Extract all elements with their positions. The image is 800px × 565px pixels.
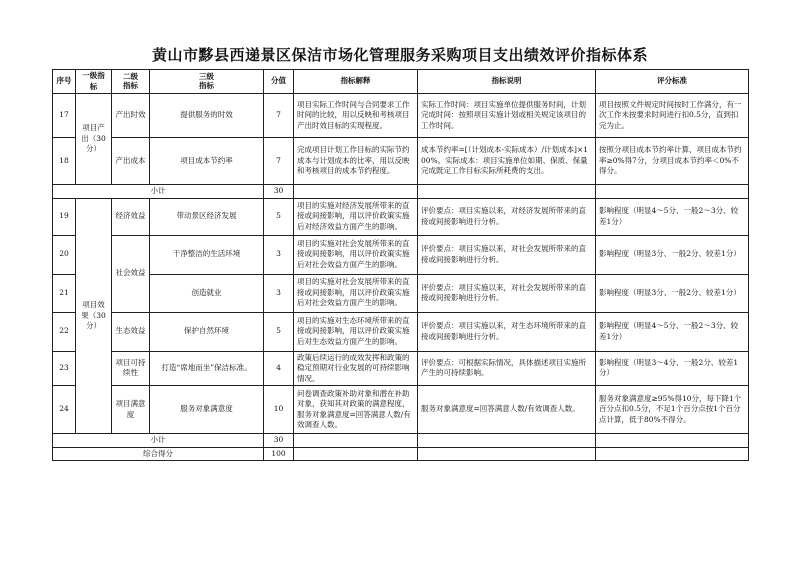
header-score: 分值 bbox=[264, 70, 294, 94]
criteria-cell: 影响程度（明显3～4分、一般2分、较差1分） bbox=[596, 351, 749, 386]
table-row bbox=[53, 351, 749, 386]
score-cell: 7 bbox=[264, 94, 294, 138]
empty-cell bbox=[418, 434, 596, 448]
table-row bbox=[53, 312, 749, 351]
table-header-row bbox=[53, 70, 749, 94]
empty-cell bbox=[596, 185, 749, 199]
row-no: 17 bbox=[53, 94, 76, 138]
explain-cell: 问卷调查政策补助对象和潜在补助对象，获知其对政策的满意程度，服务对象满意度=回答满意人数/有效调查人数。 bbox=[294, 386, 418, 434]
subtotal-row bbox=[53, 185, 749, 199]
empty-cell bbox=[596, 434, 749, 448]
header-level1: 一级指标 bbox=[76, 70, 112, 94]
desc-cell: 评价要点：可根据实际情况，具体描述项目实施所产生的可持续影响。 bbox=[418, 351, 596, 386]
subtotal-label: 小计 bbox=[53, 185, 264, 199]
total-row bbox=[53, 447, 749, 461]
header-level2-line2: 指标 bbox=[123, 80, 138, 90]
row-no: 19 bbox=[53, 198, 76, 235]
desc-cell: 评价要点：项目实施以来，对社会发展所带来的直接或间接影响进行分析。 bbox=[418, 235, 596, 274]
desc-cell: 服务对象满意度=回答满意人数/有效调查人数。 bbox=[418, 386, 596, 434]
row-no: 24 bbox=[53, 386, 76, 434]
subtotal-label: 小计 bbox=[53, 434, 264, 448]
score-cell: 3 bbox=[264, 235, 294, 274]
table-row bbox=[53, 235, 749, 274]
table-row bbox=[53, 94, 749, 138]
explain-cell: 完成项目计划工作目标的实际节约成本与计划成本的比率，用以反映和考核项目的成本节约程度。 bbox=[294, 138, 418, 185]
table-row bbox=[53, 138, 749, 185]
level3-cell: 创造就业 bbox=[150, 274, 264, 312]
level1-effect: 项目效果（30分） bbox=[76, 198, 112, 434]
empty-cell bbox=[294, 185, 418, 199]
explain-cell: 政策后续运行的成效发挥和政策的稳定预期对行业发展的可持续影响情况。 bbox=[294, 351, 418, 386]
level2-social: 社会效益 bbox=[112, 235, 150, 312]
score-cell: 5 bbox=[264, 198, 294, 235]
explain-cell: 项目的实施对社会发展所带来的直接或间接影响，用以评价政策实施后对社会效益方面产生的影响。 bbox=[294, 274, 418, 312]
desc-cell: 评价要点：项目实施以来，对经济发展所带来的直接或间接影响进行分析。 bbox=[418, 198, 596, 235]
header-level2-line1: 二级 bbox=[123, 72, 138, 81]
page-title: 黄山市黟县西递景区保洁市场化管理服务采购项目支出绩效评价指标体系 bbox=[151, 46, 648, 64]
subtotal-score: 30 bbox=[264, 434, 294, 448]
level3-cell: 打造“席地而坐”保洁标准。 bbox=[150, 351, 264, 386]
explain-cell: 项目的实施对经济发展所带来的直接或间接影响，用以评价政策实施后对经济效益方面产生的影响。 bbox=[294, 198, 418, 235]
level3-cell: 干净整洁的生活环境 bbox=[150, 235, 264, 274]
row-no: 23 bbox=[53, 351, 76, 386]
score-cell: 3 bbox=[264, 274, 294, 312]
criteria-cell: 影响程度（明显3分、一般2分、较差1分） bbox=[596, 274, 749, 312]
row-no: 21 bbox=[53, 274, 76, 312]
header-level2 bbox=[112, 70, 150, 94]
level2-cell: 经济效益 bbox=[112, 198, 150, 235]
table-row bbox=[53, 274, 749, 312]
level2-cell: 产出时效 bbox=[112, 94, 150, 138]
desc-cell: 成本节约率=[（计划成本-实际成本）/计划成本]×100%。实际成本：项目实施单位如期、保质、保量完成既定工作目标实际所耗费的支出。 bbox=[418, 138, 596, 185]
empty-cell bbox=[294, 434, 418, 448]
level2-cell: 生态效益 bbox=[112, 312, 150, 351]
level2-cell: 项目可持续性 bbox=[112, 351, 150, 386]
explain-cell: 项目的实施对生态环境所带来的直接或间接影响，用以评价政策实施后对生态效益方面产生的影响。 bbox=[294, 312, 418, 351]
criteria-cell: 项目按照文件规定时间按时工作满分，有一次工作未按要求时间进行扣0.5分，直到扣完为止。 bbox=[596, 94, 749, 138]
level3-cell: 提供服务的时效 bbox=[150, 94, 264, 138]
table-row bbox=[53, 386, 749, 434]
desc-cell: 评价要点：项目实施以来，对生态环境所带来的直接或间接影响进行分析。 bbox=[418, 312, 596, 351]
header-explain: 指标解释 bbox=[294, 70, 418, 94]
header-level3 bbox=[150, 70, 264, 94]
total-score: 100 bbox=[264, 447, 294, 461]
subtotal-score: 30 bbox=[264, 185, 294, 199]
level2-cell: 产出成本 bbox=[112, 138, 150, 185]
criteria-cell: 影响程度（明显3分、一般2分、较差1分） bbox=[596, 235, 749, 274]
criteria-cell: 服务对象满意度≥95%得10分，每下降1个百分点扣0.5分，不足1个百分点按1个百分点计算，低于80%不得分。 bbox=[596, 386, 749, 434]
score-cell: 10 bbox=[264, 386, 294, 434]
level3-cell: 带动景区经济发展 bbox=[150, 198, 264, 235]
criteria-cell: 按照分项目成本节约率计算，项目成本节约率≥0%得7分，分项目成本节约率＜0%不得分。 bbox=[596, 138, 749, 185]
score-cell: 4 bbox=[264, 351, 294, 386]
desc-cell: 实际工作时间：项目实施单位提供服务时间，计划完成时间：按照项目实施计划或相关规定该项目的工作时间。 bbox=[418, 94, 596, 138]
header-criteria: 评分标准 bbox=[596, 70, 749, 94]
row-no: 22 bbox=[53, 312, 76, 351]
criteria-cell: 影响程度（明显4～5分、一般2～3分、较差1分） bbox=[596, 312, 749, 351]
level3-cell: 保护自然环境 bbox=[150, 312, 264, 351]
total-label: 综合得分 bbox=[53, 447, 264, 461]
level3-cell: 服务对象满意度 bbox=[150, 386, 264, 434]
header-level3-line1: 三级 bbox=[199, 72, 214, 81]
empty-cell bbox=[418, 185, 596, 199]
level3-cell: 项目成本节约率 bbox=[150, 138, 264, 185]
level2-cell: 项目满意度 bbox=[112, 386, 150, 434]
header-no: 序号 bbox=[53, 70, 76, 94]
empty-cell bbox=[294, 447, 418, 461]
row-no: 18 bbox=[53, 138, 76, 185]
score-cell: 5 bbox=[264, 312, 294, 351]
empty-cell bbox=[418, 447, 596, 461]
row-no: 20 bbox=[53, 235, 76, 274]
criteria-cell: 影响程度（明显4～5分、一般2～3分、较差1分） bbox=[596, 198, 749, 235]
explain-cell: 项目的实施对社会发展所带来的直接或间接影响，用以评价政策实施后对社会效益方面产生的影响。 bbox=[294, 235, 418, 274]
subtotal-row bbox=[53, 434, 749, 448]
header-desc: 指标说明 bbox=[418, 70, 596, 94]
desc-cell: 评价要点：项目实施以来，对社会发展所带来的直接或间接影响进行分析。 bbox=[418, 274, 596, 312]
explain-cell: 项目实际工作时间与合同要求工作时间的比较，用以反映和考核项目产出时效目标的实现程度。 bbox=[294, 94, 418, 138]
indicator-table bbox=[52, 69, 749, 461]
score-cell: 7 bbox=[264, 138, 294, 185]
empty-cell bbox=[596, 447, 749, 461]
level1-output: 项目产出（30分） bbox=[76, 94, 112, 185]
header-level3-line2: 指标 bbox=[199, 80, 214, 90]
table-row bbox=[53, 198, 749, 235]
